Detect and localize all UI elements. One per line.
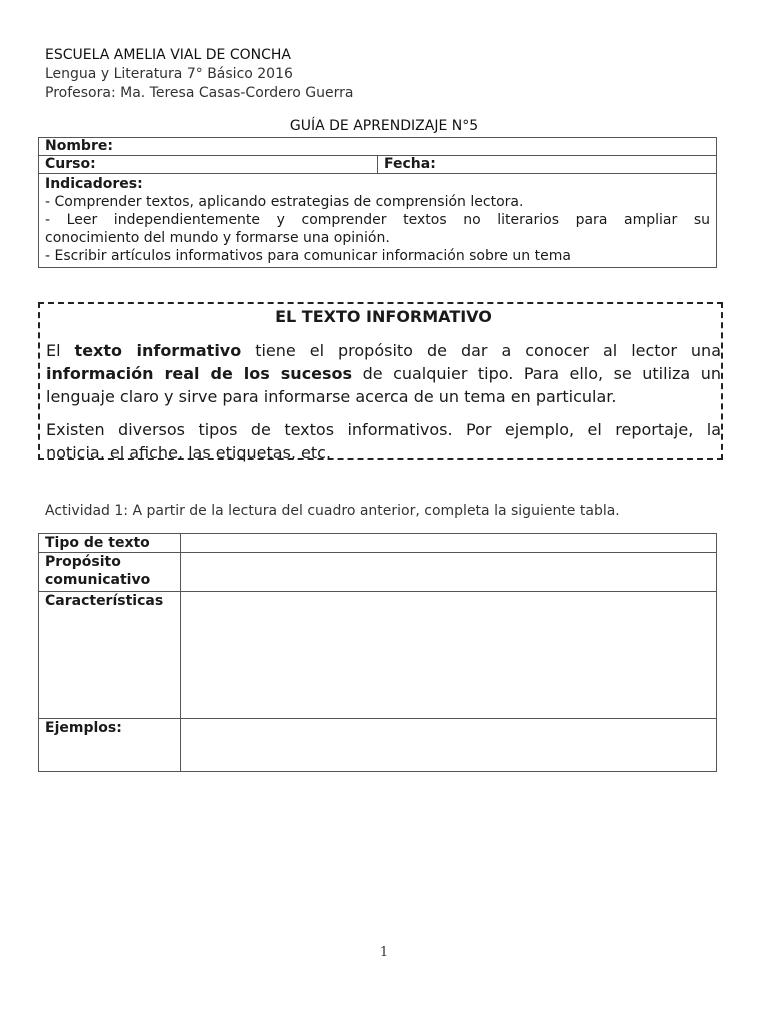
info-text-box: [38, 302, 723, 460]
indicadores-label: Indicadores:: [45, 176, 143, 192]
indicador-item: - Comprender textos, aplicando estrategias de comprensión lectora.: [45, 194, 524, 210]
proposito-line-1: Propósito: [45, 554, 121, 570]
caracteristicas-label: Características: [39, 592, 181, 719]
activity-table: [38, 533, 717, 772]
ejemplos-row: [39, 719, 717, 772]
tipo-row: [39, 534, 717, 553]
student-info-table: [38, 137, 717, 268]
indicador-item: - Escribir artículos informativos para comunicar información sobre un tema: [45, 248, 571, 264]
proposito-answer[interactable]: [181, 553, 717, 592]
tipo-label: Tipo de texto: [39, 534, 181, 553]
fecha-field[interactable]: Fecha:: [378, 156, 717, 174]
indicador-item: conocimiento del mundo y formarse una opinión.: [45, 230, 390, 246]
proposito-row: [39, 553, 717, 592]
caracteristicas-row: [39, 592, 717, 719]
box-paragraph-1-line-1: [46, 339, 721, 362]
indicador-item: - Leer independientemente y comprender textos no literarios para ampliar su: [45, 212, 710, 228]
text-run: El: [46, 341, 75, 360]
curso-fecha-row: [39, 156, 717, 174]
nombre-field[interactable]: Nombre:: [39, 138, 717, 156]
box-title: EL TEXTO INFORMATIVO: [275, 307, 492, 326]
proposito-line-2: comunicativo: [45, 572, 151, 588]
indicadores-row: [39, 174, 717, 268]
text-run: de cualquier tipo. Para ello, se utiliza un: [352, 364, 721, 383]
box-paragraph-2-line-1: Existen diversos tipos de textos informativos. Por ejemplo, el reportaje, la: [46, 420, 721, 439]
bold-term: texto informativo: [74, 341, 242, 360]
caracteristicas-answer[interactable]: [181, 592, 717, 719]
curso-field[interactable]: Curso:: [39, 156, 378, 174]
bold-term: información real de los sucesos: [46, 364, 353, 383]
tipo-answer[interactable]: [181, 534, 717, 553]
indicadores-cell: [39, 174, 717, 268]
box-paragraph-2-line-2: noticia, el afiche, las etiquetas, etc.: [46, 443, 332, 462]
teacher-line: Profesora: Ma. Teresa Casas-Cordero Guerra: [45, 85, 354, 101]
proposito-label: [39, 553, 181, 592]
guide-title: GUÍA DE APRENDIZAJE N°5: [289, 118, 479, 134]
box-paragraph-1-line-2: [46, 362, 721, 385]
ejemplos-label: Ejemplos:: [39, 719, 181, 772]
school-name: ESCUELA AMELIA VIAL DE CONCHA: [45, 47, 291, 63]
page-number: 1: [379, 945, 389, 960]
ejemplos-answer[interactable]: [181, 719, 717, 772]
subject-line: Lengua y Literatura 7° Básico 2016: [45, 66, 293, 82]
text-run: tiene el propósito de dar a conocer al lector una: [241, 341, 721, 360]
activity-instruction: Actividad 1: A partir de la lectura del cuadro anterior, completa la siguiente tabla.: [45, 503, 620, 519]
nombre-row: [39, 138, 717, 156]
box-paragraph-1-line-3: lenguaje claro y sirve para informarse acerca de un tema en particular.: [46, 387, 617, 406]
